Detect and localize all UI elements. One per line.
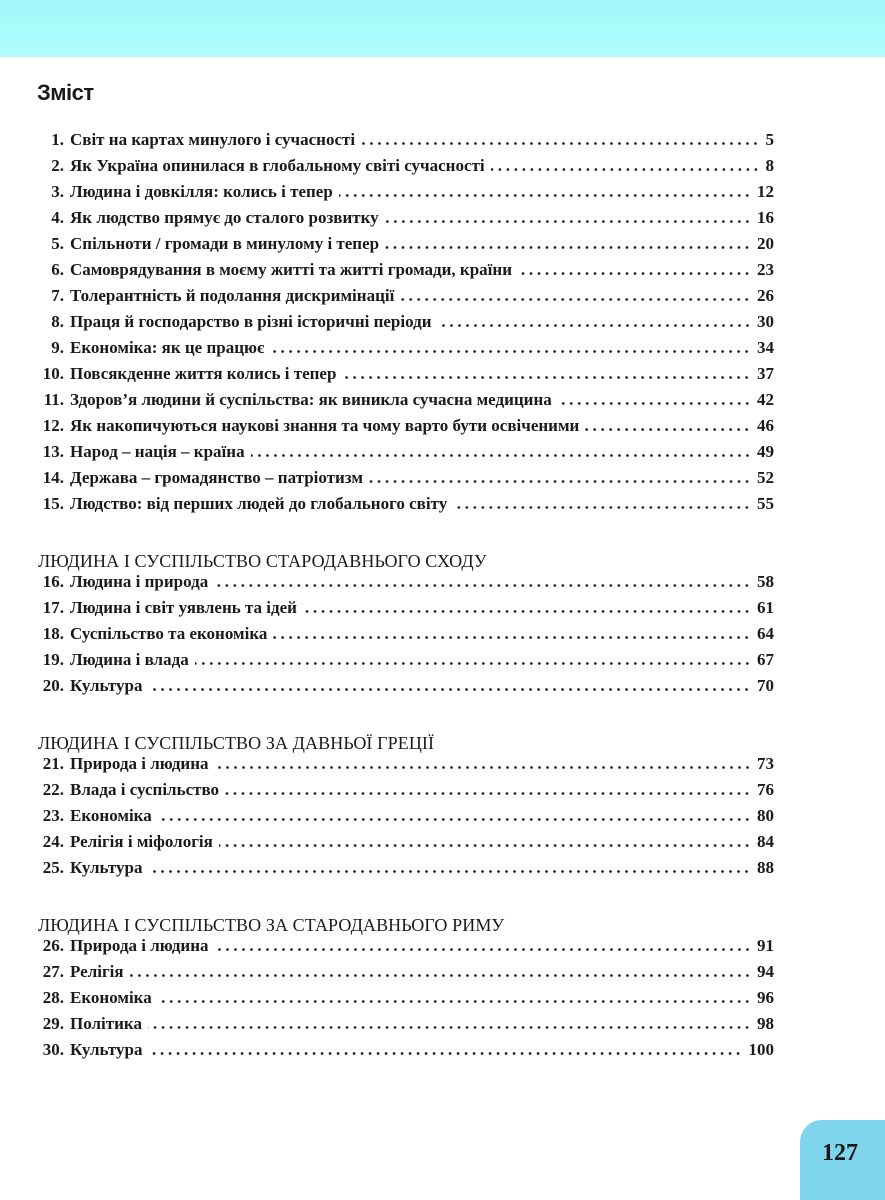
entry-title: Людство: від перших людей до глобального світу [70, 494, 448, 513]
toc-entry[interactable] [38, 988, 774, 1014]
entry-title: Спільноти / громади в минулому і тепер [70, 234, 380, 253]
entry-title: Самоврядування в моєму житті та житті громади, країни [70, 260, 512, 279]
dot-leader [148, 688, 751, 691]
entry-page: 20 [757, 234, 774, 253]
entry-number: 19. [42, 650, 64, 669]
entry-page: 96 [757, 988, 774, 1007]
entry-title: Як накопичуються наукові знання та чому варто бути освіченими [70, 416, 580, 435]
toc-entry[interactable] [38, 390, 774, 416]
toc-entry[interactable] [38, 260, 774, 286]
dot-leader [369, 480, 751, 483]
dot-leader [585, 428, 751, 431]
entry-number: 23. [42, 806, 64, 825]
entry-page: 8 [765, 156, 774, 175]
entry-page: 100 [748, 1040, 774, 1059]
entry-page: 34 [757, 338, 774, 357]
toc-entry[interactable] [38, 468, 774, 494]
entry-title: Культура [70, 1040, 143, 1059]
toc-entry[interactable] [38, 650, 774, 676]
entry-title: Релігія і міфологія [70, 832, 213, 851]
entry-title: Як людство прямує до сталого розвитку [70, 208, 379, 227]
entry-title: Толерантність й подолання дискримінації [70, 286, 395, 305]
entry-number: 11. [43, 390, 64, 409]
dot-leader [385, 220, 751, 223]
dot-leader [491, 168, 760, 171]
entry-page: 30 [757, 312, 774, 331]
dot-leader [195, 662, 751, 665]
dot-leader [453, 506, 751, 509]
entry-page: 88 [757, 858, 774, 877]
entry-title: Народ – нація – країна [70, 442, 245, 461]
entry-title: Природа і людина [70, 754, 209, 773]
entry-title: Політика [70, 1014, 142, 1033]
entry-title: Економіка [70, 988, 152, 1007]
entry-page: 98 [757, 1014, 774, 1033]
entry-page: 76 [757, 780, 774, 799]
toc-entry[interactable] [38, 130, 774, 156]
dot-leader [518, 272, 751, 275]
entry-number: 13. [42, 442, 64, 461]
dot-leader [148, 1052, 742, 1055]
entry-page: 5 [765, 130, 774, 149]
entry-title: Людина і довкілля: колись і тепер [70, 182, 333, 201]
entry-number: 29. [42, 1014, 64, 1033]
entry-number: 7. [51, 286, 64, 305]
entry-number: 1. [51, 130, 64, 149]
entry-page: 80 [757, 806, 774, 825]
dot-leader [148, 1026, 751, 1029]
table-of-contents [38, 130, 774, 1066]
dot-leader [339, 194, 751, 197]
entry-number: 30. [42, 1040, 64, 1059]
dot-leader [342, 376, 751, 379]
entry-page: 42 [757, 390, 774, 409]
entry-number: 4. [51, 208, 64, 227]
toc-entry[interactable] [38, 416, 774, 442]
toc-entry[interactable] [38, 598, 774, 624]
entry-title: Економіка: як це працює [70, 338, 265, 357]
entry-title: Людина і природа [70, 572, 209, 591]
entry-title: Культура [70, 858, 143, 877]
dot-leader [214, 584, 751, 587]
entry-title: Людина і світ уявлень та ідей [70, 598, 297, 617]
entry-title: Світ на картах минулого і сучасності [70, 130, 356, 149]
dot-leader [273, 636, 751, 639]
toc-entry[interactable] [38, 1040, 774, 1066]
dot-leader [385, 246, 751, 249]
entry-title: Економіка [70, 806, 152, 825]
section-heading: ЛЮДИНА І СУСПІЛЬСТВО СТАРОДАВНЬОГО СХОДУ [38, 551, 487, 571]
toc-entry[interactable] [38, 572, 774, 598]
toc-entry[interactable] [38, 156, 774, 182]
dot-leader [215, 766, 751, 769]
dot-leader [130, 974, 751, 977]
entry-number: 26. [42, 936, 64, 955]
entry-page: 49 [757, 442, 774, 461]
entry-number: 27. [42, 962, 64, 981]
entry-number: 17. [42, 598, 64, 617]
toc-entry[interactable] [38, 780, 774, 806]
entry-page: 16 [757, 208, 774, 227]
entry-page: 91 [757, 936, 774, 955]
dot-leader [558, 402, 751, 405]
entry-number: 24. [42, 832, 64, 851]
toc-entry[interactable] [38, 182, 774, 208]
entry-number: 9. [51, 338, 64, 357]
toc-entry[interactable] [38, 806, 774, 832]
toc-entry[interactable] [38, 312, 774, 338]
toc-entry[interactable] [38, 962, 774, 988]
dot-leader [400, 298, 751, 301]
entry-number: 6. [51, 260, 64, 279]
entry-title: Повсякденне життя колись і тепер [70, 364, 337, 383]
toc-entry[interactable] [38, 494, 774, 520]
entry-title: Природа і людина [70, 936, 209, 955]
entry-number: 21. [42, 754, 64, 773]
entry-page: 55 [757, 494, 774, 513]
dot-leader [251, 454, 751, 457]
dot-leader [148, 870, 751, 873]
entry-number: 20. [42, 676, 64, 695]
top-color-band [0, 0, 885, 57]
dot-leader [158, 1000, 751, 1003]
toc-entry[interactable] [38, 338, 774, 364]
page-title: Зміст [37, 80, 94, 105]
entry-page: 26 [757, 286, 774, 305]
toc-entry[interactable] [38, 754, 774, 780]
entry-page: 70 [757, 676, 774, 695]
entry-title: Суспільство та економіка [70, 624, 268, 643]
entry-number: 3. [51, 182, 64, 201]
entry-title: Влада і суспільство [70, 780, 220, 799]
toc-entry[interactable] [38, 832, 774, 858]
entry-title: Держава – громадянство – патріотизм [70, 468, 363, 487]
entry-title: Релігія [70, 962, 124, 981]
entry-page: 94 [757, 962, 774, 981]
entry-number: 10. [42, 364, 64, 383]
entry-page: 52 [757, 468, 774, 487]
entry-page: 61 [757, 598, 774, 617]
dot-leader [270, 350, 751, 353]
page-number: 127 [822, 1140, 858, 1166]
entry-number: 2. [51, 156, 64, 175]
toc-entry[interactable] [38, 364, 774, 390]
entry-number: 22. [42, 780, 64, 799]
toc-entry[interactable] [38, 676, 774, 702]
entry-title: Культура [70, 676, 143, 695]
section-heading: ЛЮДИНА І СУСПІЛЬСТВО ЗА ДАВНЬОЇ ГРЕЦІЇ [38, 733, 435, 753]
entry-number: 28. [42, 988, 64, 1007]
dot-leader [361, 142, 759, 145]
dot-leader [438, 324, 751, 327]
entry-number: 15. [42, 494, 64, 513]
entry-number: 8. [51, 312, 64, 331]
entry-title: Як Україна опинилася в глобальному світі сучасності [70, 156, 485, 175]
section-heading: ЛЮДИНА І СУСПІЛЬСТВО ЗА СТАРОДАВНЬОГО РИМУ [38, 915, 505, 935]
dot-leader [219, 844, 751, 847]
entry-title: Людина і влада [70, 650, 189, 669]
entry-page: 67 [757, 650, 774, 669]
entry-number: 12. [42, 416, 64, 435]
toc-entry[interactable] [38, 624, 774, 650]
entry-page: 46 [757, 416, 774, 435]
entry-page: 23 [757, 260, 774, 279]
dot-leader [225, 792, 751, 795]
toc-entry[interactable] [38, 234, 774, 260]
entry-page: 12 [757, 182, 774, 201]
entry-number: 18. [42, 624, 64, 643]
entry-page: 64 [757, 624, 774, 643]
toc-entry[interactable] [38, 936, 774, 962]
toc-entry[interactable] [38, 208, 774, 234]
entry-page: 58 [757, 572, 774, 591]
entry-page: 84 [757, 832, 774, 851]
entry-number: 14. [42, 468, 64, 487]
entry-number: 5. [51, 234, 64, 253]
toc-entry[interactable] [38, 286, 774, 312]
dot-leader [215, 948, 751, 951]
entry-page: 73 [757, 754, 774, 773]
toc-entry[interactable] [38, 1014, 774, 1040]
toc-entry[interactable] [38, 858, 774, 884]
dot-leader [303, 610, 751, 613]
entry-number: 16. [42, 572, 64, 591]
entry-number: 25. [42, 858, 64, 877]
entry-title: Здоров’я людини й суспільства: як виникла сучасна медицина [70, 390, 552, 409]
entry-page: 37 [757, 364, 774, 383]
dot-leader [158, 818, 751, 821]
entry-title: Праця й господарство в різні історичні періоди [70, 312, 432, 331]
toc-entry[interactable] [38, 442, 774, 468]
